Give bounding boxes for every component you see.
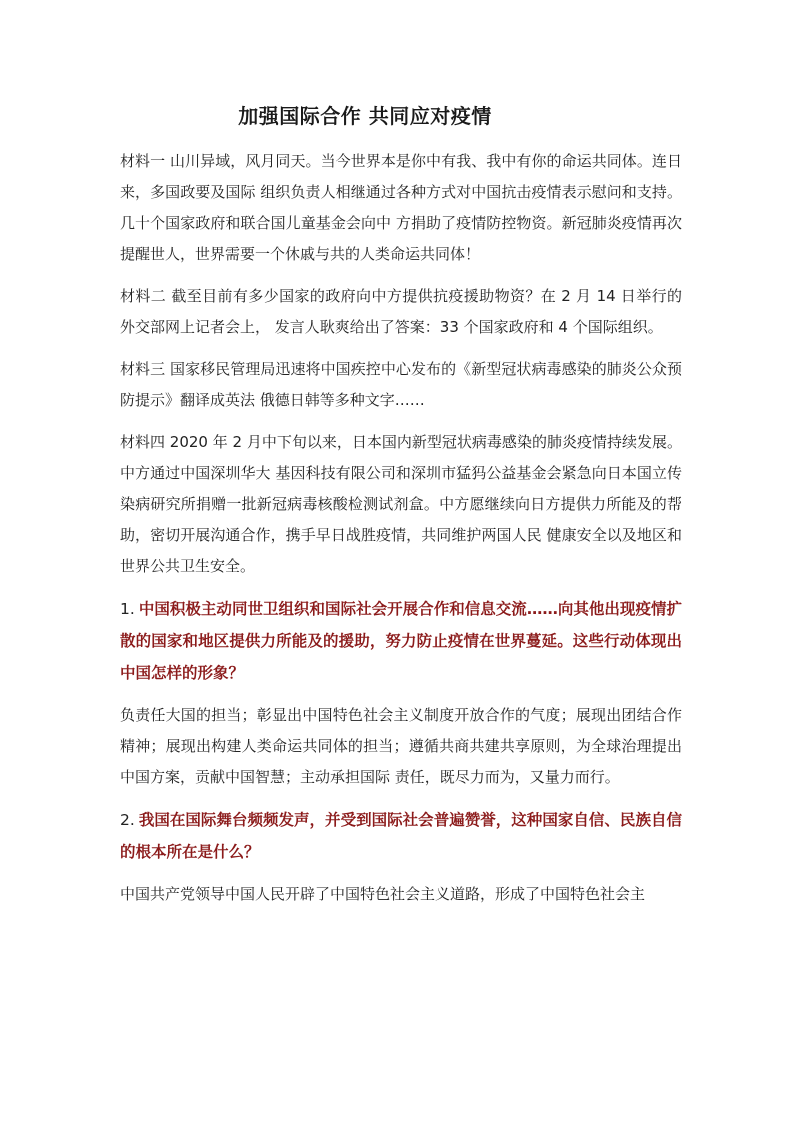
question-2 xyxy=(120,804,682,868)
question-2-text: 我国在国际舞台频频发声，并受到国际社会普遍赞誉，这种国家自信、民族自信的根本所在是什么？ xyxy=(120,811,682,861)
question-2-number: 2. xyxy=(120,811,135,829)
question-1 xyxy=(120,593,682,689)
answer-2: 中国共产党领导中国人民开辟了中国特色社会主义道路，形成了中国特色社会主 xyxy=(120,885,646,903)
question-1-number: 1. xyxy=(120,600,135,618)
material-4: 材料四 2020 年 2 月中下旬以来，日本国内新型冠状病毒感染的肺炎疫情持续发展。中方通过中国深圳华大 基因科技有限公司和深圳市猛犸公益基金会紧急向日本国立传染病研究所捐赠一批新冠病毒核酸检测试剂盒。中方愿继续向日方提供力所能及的帮助，密切开展沟通合作，携手早日战胜疫情，共同维护两国人民 健康安全以及地区和世界公共卫生安全。 xyxy=(120,433,682,575)
answer-1: 负责任大国的担当；彰显出中国特色社会主义制度开放合作的气度；展现出团结合作精神；展现出构建人类命运共同体的担当；遵循共商共建共享原则，为全球治理提出中国方案，贡献中国智慧；主动承担国际 责任，既尽力而为，又量力而行。 xyxy=(120,706,682,786)
document-title: 加强国际合作 共同应对疫情 xyxy=(238,104,492,128)
material-3: 材料三 国家移民管理局迅速将中国疾控中心发布的《新型冠状病毒感染的肺炎公众预防提示》翻译成英法 俄德日韩等多种文字…… xyxy=(120,360,682,409)
question-1-text: 中国积极主动同世卫组织和国际社会开展合作和信息交流……向其他出现疫情扩散的国家和地区提供力所能及的援助，努力防止疫情在世界蔓延。这些行动体现出中国怎样的形象？ xyxy=(120,600,682,682)
material-1: 材料一 山川异域，风月同天。当今世界本是你中有我、我中有你的命运共同体。连日来，多国政要及国际 组织负责人相继通过各种方式对中国抗击疫情表示慰问和支持。几十个国家政府和联合国儿童基金会向中 方捐助了疫情防控物资。新冠肺炎疫情再次提醒世人，世界需要一个休戚与共的人类命运共同体！ xyxy=(120,152,682,263)
document-body xyxy=(120,146,682,921)
material-2: 材料二 截至目前有多少国家的政府向中方提供抗疫援助物资？在 2 月 14 日举行的外交部网上记者会上， 发言人耿爽给出了答案：33 个国家政府和 4 个国际组织。 xyxy=(120,287,682,336)
